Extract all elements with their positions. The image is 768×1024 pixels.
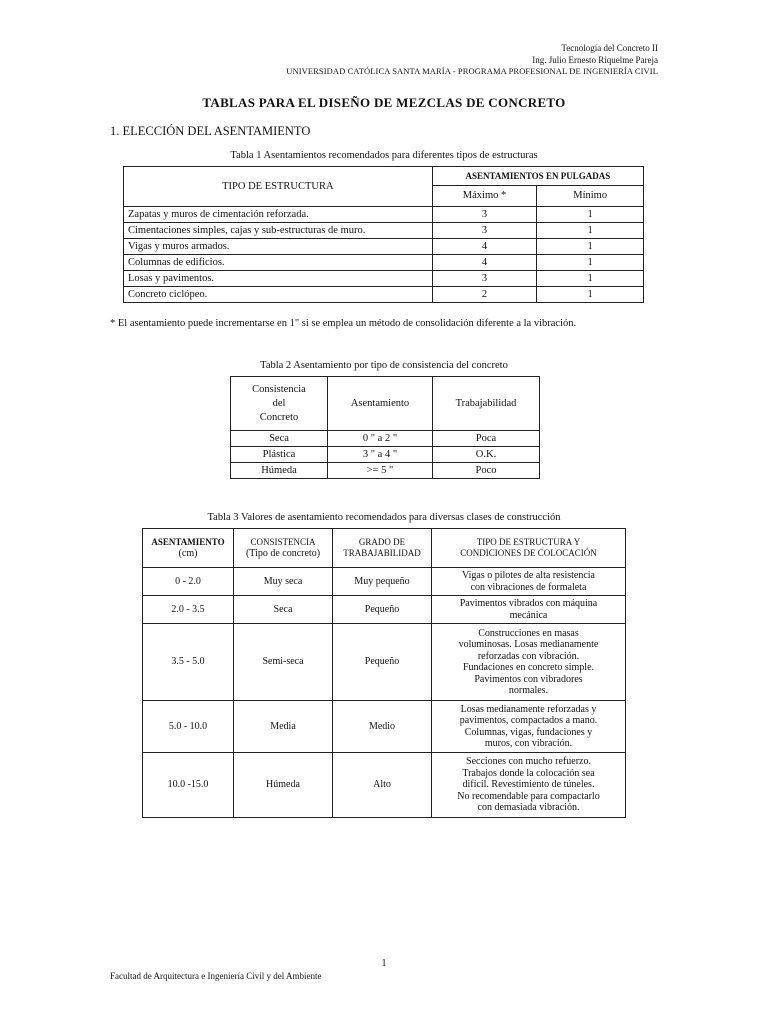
condition-line: muros, con vibración. xyxy=(484,738,573,749)
table3-cell-grado: Muy pequeño xyxy=(333,568,432,596)
page-footer: Facultad de Arquitectura e Ingeniería Civil y del Ambiente xyxy=(110,971,322,981)
table-row xyxy=(231,447,540,463)
section-heading: 1. ELECCIÓN DEL ASENTAMIENTO xyxy=(110,124,311,138)
table3-header-line: (Tipo de concreto) xyxy=(245,548,321,559)
table2 xyxy=(230,376,540,479)
table3-header-grado xyxy=(333,529,432,568)
table2-header-line: Consistencia xyxy=(252,383,306,395)
instructor-name: Ing. Julio Ernesto Riquelme Pareja xyxy=(532,54,658,65)
table1-cell-min: 1 xyxy=(537,239,644,255)
table3-cell-condiciones xyxy=(432,624,626,701)
table-row xyxy=(124,239,644,255)
table3-cell-consistencia: Muy seca xyxy=(234,568,333,596)
table3-cell-condiciones xyxy=(432,701,626,753)
condition-line: mecánica xyxy=(509,609,548,621)
condition-line: con vibraciones de formaleta xyxy=(470,581,587,593)
document-title: TABLAS PARA EL DISEÑO DE MEZCLAS DE CONCRETO xyxy=(202,95,566,110)
table2-cell-asentamiento: 0 " a 2 " xyxy=(328,431,433,447)
condition-line: Construcciones en masas xyxy=(478,627,579,639)
table1-cell-tipo: Cimentaciones simples, cajas y sub-estructuras de muro. xyxy=(124,223,433,239)
table1 xyxy=(123,166,644,303)
table-row xyxy=(143,701,626,753)
table2-cell-trabajabilidad: O.K. xyxy=(433,447,540,463)
table-row xyxy=(231,431,540,447)
table1-cell-min: 1 xyxy=(537,255,644,271)
table1-cell-max: 4 xyxy=(432,255,537,271)
table3-header-line: ASENTAMIENTO xyxy=(151,537,225,547)
table1-cell-min: 1 xyxy=(537,287,644,303)
table2-cell-trabajabilidad: Poco xyxy=(433,463,540,479)
table2-cell-consistencia: Húmeda xyxy=(231,463,328,479)
table2-header-line: Concreto xyxy=(259,411,299,423)
table1-cell-min: 1 xyxy=(537,207,644,223)
table1-cell-min: 1 xyxy=(537,223,644,239)
table3-header-line: CONDICIONES DE COLOCACIÓN xyxy=(460,548,597,558)
table-row xyxy=(124,223,644,239)
condition-line: pavimentos, compactados a mano. xyxy=(459,715,598,726)
condition-line: difícil. Revestimiento de túneles. xyxy=(462,779,595,791)
condition-line: Columnas, vigas, fundaciones y xyxy=(464,726,593,738)
table2-header-trabajabilidad: Trabajabilidad xyxy=(433,377,540,431)
table1-header-group: ASENTAMIENTOS EN PULGADAS xyxy=(432,167,643,186)
condition-line: Trabajos donde la colocación sea xyxy=(462,767,595,779)
table1-caption: Tabla 1 Asentamientos recomendados para diferentes tipos de estructuras xyxy=(230,150,538,161)
table3-cell-consistencia: Media xyxy=(234,701,333,753)
condition-line: con demasiada vibración. xyxy=(477,802,580,814)
table3-cell-grado: Alto xyxy=(333,753,432,818)
table-row xyxy=(124,255,644,271)
condition-line: voluminosas. Losas medianamente xyxy=(458,639,599,650)
university-program: UNIVERSIDAD CATÓLICA SANTA MARÍA - PROGRAMA PROFESIONAL DE INGENIERÍA CIVIL xyxy=(286,66,658,76)
table-row xyxy=(124,207,644,223)
table3-cell-condiciones xyxy=(432,596,626,624)
table2-cell-asentamiento: 3 " a 4 " xyxy=(328,447,433,463)
table3-cell-grado: Medio xyxy=(333,701,432,753)
table-row xyxy=(124,287,644,303)
table3-header-line: (cm) xyxy=(178,548,198,559)
condition-line: Fundaciones en concreto simple. xyxy=(462,662,595,673)
table2-header-line: del xyxy=(272,397,286,409)
table1-cell-min: 1 xyxy=(537,271,644,287)
table-row xyxy=(143,624,626,701)
table-row xyxy=(231,463,540,479)
table3-cell-consistencia: Seca xyxy=(234,596,333,624)
table1-cell-tipo: Losas y pavimentos. xyxy=(124,271,433,287)
table3-header-line: TRABAJABILIDAD xyxy=(343,548,421,558)
document-header xyxy=(286,43,658,78)
table1-cell-max: 2 xyxy=(432,287,537,303)
table1-cell-max: 4 xyxy=(432,239,537,255)
table3-caption: Tabla 3 Valores de asentamiento recomendados para diversas clases de construcción xyxy=(207,512,561,523)
table2-cell-consistencia: Plástica xyxy=(231,447,328,463)
table3-cell-asentamiento: 5.0 - 10.0 xyxy=(143,701,234,753)
footnote: * El asentamiento puede incrementarse en 1" si se emplea un método de consolidación diferente a la vibración. xyxy=(110,318,577,329)
table3-cell-asentamiento: 2.0 - 3.5 xyxy=(143,596,234,624)
table3-cell-asentamiento: 0 - 2.0 xyxy=(143,568,234,596)
table2-caption: Tabla 2 Asentamiento por tipo de consistencia del concreto xyxy=(260,360,508,371)
table3-cell-asentamiento: 10.0 -15.0 xyxy=(143,753,234,818)
table2-header-consistencia xyxy=(231,377,328,431)
table1-cell-max: 3 xyxy=(432,223,537,239)
table-row xyxy=(143,596,626,624)
table3-cell-condiciones xyxy=(432,753,626,818)
condition-line: reforzadas con vibración. xyxy=(477,650,580,662)
condition-line: Pavimentos vibrados con máquina xyxy=(459,598,598,609)
course-name: Tecnología del Concreto II xyxy=(561,43,658,53)
table3-cell-asentamiento: 3.5 - 5.0 xyxy=(143,624,234,701)
table2-cell-trabajabilidad: Poca xyxy=(433,431,540,447)
table1-header-tipo: TIPO DE ESTRUCTURA xyxy=(124,167,433,207)
page-number: 1 xyxy=(381,958,387,969)
table3-header-condiciones xyxy=(432,529,626,568)
table1-header-max: Máximo * xyxy=(432,186,537,207)
table2-cell-asentamiento: >= 5 " xyxy=(328,463,433,479)
table3-cell-consistencia: Semi-seca xyxy=(234,624,333,701)
table2-header-asentamiento: Asentamiento xyxy=(328,377,433,431)
table3-cell-condiciones xyxy=(432,568,626,596)
table3-header-line: TIPO DE ESTRUCTURA Y xyxy=(476,537,581,547)
table-row xyxy=(143,753,626,818)
table3-cell-grado: Pequeño xyxy=(333,596,432,624)
table2-cell-consistencia: Seca xyxy=(231,431,328,447)
table3 xyxy=(142,528,626,818)
table1-cell-max: 3 xyxy=(432,271,537,287)
condition-line: Losas medianamente reforzadas y xyxy=(460,703,597,715)
table-row xyxy=(124,271,644,287)
condition-line: Pavimentos con vibradores xyxy=(474,673,583,685)
condition-line: Vigas o pilotes de alta resistencia xyxy=(462,570,595,581)
condition-line: No recomendable para compactarlo xyxy=(457,790,600,802)
table1-cell-tipo: Columnas de edificios. xyxy=(124,255,433,271)
condition-line: normales. xyxy=(508,685,549,696)
table3-header-line: GRADO DE xyxy=(358,537,406,547)
table1-cell-tipo: Vigas y muros armados. xyxy=(124,239,433,255)
table3-header-line: CONSISTENCIA xyxy=(250,537,316,547)
table3-cell-grado: Pequeño xyxy=(333,624,432,701)
table1-cell-tipo: Zapatas y muros de cimentación reforzada. xyxy=(124,207,433,223)
condition-line: Secciones con mucho refuerzo. xyxy=(466,756,591,768)
table-row xyxy=(143,568,626,596)
table3-header-asentamiento xyxy=(143,529,234,568)
table3-cell-consistencia: Húmeda xyxy=(234,753,333,818)
table1-cell-max: 3 xyxy=(432,207,537,223)
table3-header-consistencia xyxy=(234,529,333,568)
table1-cell-tipo: Concreto ciclópeo. xyxy=(124,287,433,303)
table1-header-min: Mínimo xyxy=(537,186,644,207)
